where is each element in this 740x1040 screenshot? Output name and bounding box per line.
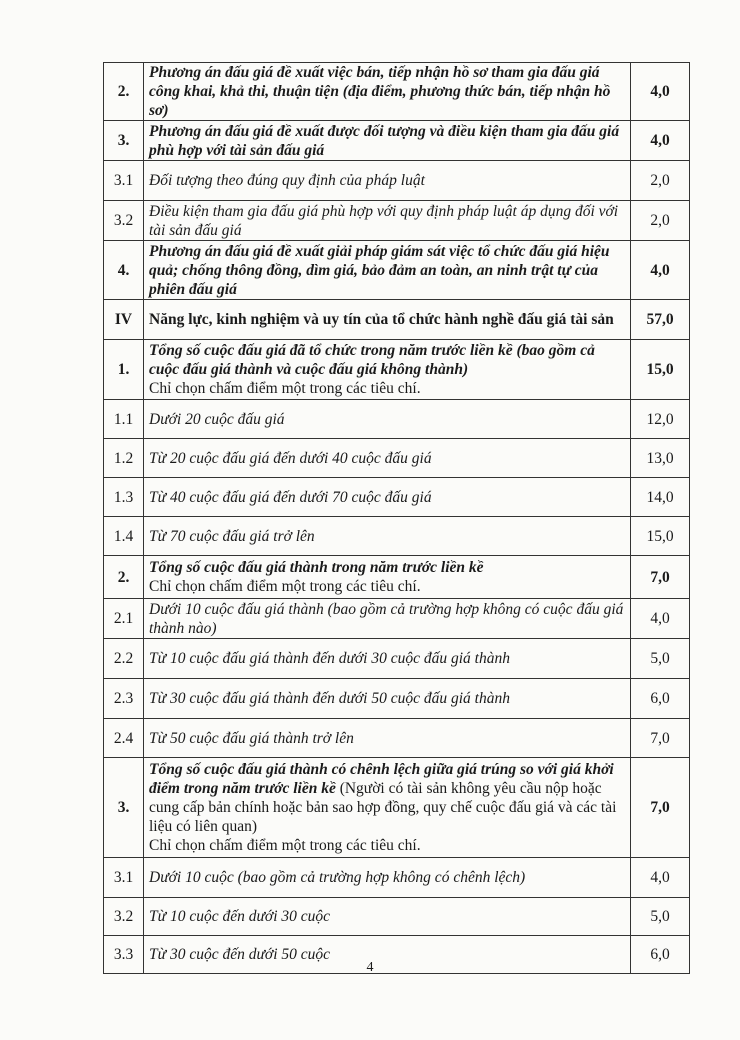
row-text: Tổng số cuộc đấu giá thành trong năm trước liền kề	[149, 559, 484, 576]
row-number: 3.1	[104, 161, 144, 201]
row-number: 1.3	[104, 478, 144, 517]
row-text: Năng lực, kinh nghiệm và uy tín của tổ chức hành nghề đấu giá tài sản	[144, 300, 631, 340]
row-score: 4,0	[631, 858, 690, 898]
table-row	[104, 478, 690, 517]
row-text: Phương án đấu giá đề xuất giải pháp giám sát việc tổ chức đấu giá hiệu quả; chống thông đồng, dìm giá, bảo đảm an toàn, an ninh trật tự của phiên đấu giá	[144, 241, 631, 300]
row-score: 7,0	[631, 719, 690, 758]
row-score: 6,0	[631, 936, 690, 974]
row-score: 4,0	[631, 599, 690, 639]
row-number: 2.	[104, 63, 144, 121]
row-number: 3.	[104, 758, 144, 858]
table-row	[104, 679, 690, 719]
row-score: 4,0	[631, 63, 690, 121]
row-number: IV	[104, 300, 144, 340]
table-row	[104, 121, 690, 161]
row-number: 1.2	[104, 439, 144, 478]
row-score: 2,0	[631, 201, 690, 241]
table-row	[104, 161, 690, 201]
row-text: Dưới 20 cuộc đấu giá	[144, 400, 631, 439]
row-number: 2.1	[104, 599, 144, 639]
row-number: 4.	[104, 241, 144, 300]
row-text: Từ 40 cuộc đấu giá đến dưới 70 cuộc đấu giá	[144, 478, 631, 517]
row-number: 1.4	[104, 517, 144, 556]
row-number: 2.3	[104, 679, 144, 719]
table-row	[104, 400, 690, 439]
row-text: Dưới 10 cuộc đấu giá thành (bao gồm cả trường hợp không có cuộc đấu giá thành nào)	[144, 599, 631, 639]
table-row	[104, 719, 690, 758]
row-note: Chỉ chọn chấm điểm một trong các tiêu chí.	[149, 837, 421, 854]
row-text: Phương án đấu giá đề xuất việc bán, tiếp nhận hồ sơ tham gia đấu giá công khai, khả thi, thuận tiện (địa điểm, phương thức bán, tiếp nhận hồ sơ)	[144, 63, 631, 121]
row-score: 4,0	[631, 241, 690, 300]
page-number: 4	[366, 960, 374, 975]
row-number: 3.2	[104, 201, 144, 241]
row-number: 1.	[104, 340, 144, 400]
row-score: 2,0	[631, 161, 690, 201]
row-text: Từ 30 cuộc đấu giá thành đến dưới 50 cuộc đấu giá thành	[144, 679, 631, 719]
row-number: 2.2	[104, 639, 144, 679]
row-number: 3.	[104, 121, 144, 161]
row-score: 15,0	[631, 340, 690, 400]
row-score: 14,0	[631, 478, 690, 517]
table-row	[104, 439, 690, 478]
table-row	[104, 599, 690, 639]
table-row	[104, 63, 690, 121]
table-row	[104, 300, 690, 340]
row-number: 2.4	[104, 719, 144, 758]
criteria-table	[103, 62, 690, 974]
row-text: Từ 10 cuộc đến dưới 30 cuộc	[144, 898, 631, 936]
row-score: 57,0	[631, 300, 690, 340]
row-text: Dưới 10 cuộc (bao gồm cả trường hợp không có chênh lệch)	[144, 858, 631, 898]
row-text: Tổng số cuộc đấu giá thành có chênh lệch giữa giá trúng so với giá khởi điểm trong năm trước liền kề	[149, 761, 614, 797]
row-score: 13,0	[631, 439, 690, 478]
row-text-cell	[144, 340, 631, 400]
row-text-plain: (Người có tài sản không yêu cầu nộp hoặc cung cấp bản chính hoặc bản sao hợp đồng, quy chế cuộc đấu giá và các tài liệu có liên quan)	[149, 780, 617, 835]
row-score: 5,0	[631, 639, 690, 679]
row-text: Đối tượng theo đúng quy định của pháp luật	[144, 161, 631, 201]
row-text: Tổng số cuộc đấu giá đã tổ chức trong năm trước liền kề (bao gồm cả cuộc đấu giá thành và cuộc đấu giá không thành)	[149, 342, 595, 378]
row-text-cell	[144, 758, 631, 858]
table-row	[104, 758, 690, 858]
table-row	[104, 858, 690, 898]
table-row	[104, 898, 690, 936]
row-score: 6,0	[631, 679, 690, 719]
row-note: Chỉ chọn chấm điểm một trong các tiêu chí.	[149, 380, 421, 397]
row-text: Từ 20 cuộc đấu giá đến dưới 40 cuộc đấu giá	[144, 439, 631, 478]
row-score: 7,0	[631, 556, 690, 599]
row-text: Từ 10 cuộc đấu giá thành đến dưới 30 cuộc đấu giá thành	[144, 639, 631, 679]
row-text: Từ 70 cuộc đấu giá trở lên	[144, 517, 631, 556]
row-number: 3.3	[104, 936, 144, 974]
row-number: 2.	[104, 556, 144, 599]
table-row	[104, 340, 690, 400]
row-text: Phương án đấu giá đề xuất được đối tượng và điều kiện tham gia đấu giá phù hợp với tài sản đấu giá	[144, 121, 631, 161]
row-score: 4,0	[631, 121, 690, 161]
row-text: Từ 50 cuộc đấu giá thành trở lên	[144, 719, 631, 758]
table-row	[104, 241, 690, 300]
table-row	[104, 517, 690, 556]
row-score: 12,0	[631, 400, 690, 439]
row-score: 15,0	[631, 517, 690, 556]
row-number: 1.1	[104, 400, 144, 439]
row-number: 3.1	[104, 858, 144, 898]
table-row	[104, 639, 690, 679]
row-number: 3.2	[104, 898, 144, 936]
row-text: Từ 30 cuộc đến dưới 50 cuộc	[144, 936, 631, 974]
table-row	[104, 556, 690, 599]
table-row	[104, 201, 690, 241]
row-text: Điều kiện tham gia đấu giá phù hợp với quy định pháp luật áp dụng đối với tài sản đấu giá	[144, 201, 631, 241]
row-score: 7,0	[631, 758, 690, 858]
row-note: Chỉ chọn chấm điểm một trong các tiêu chí.	[149, 578, 421, 595]
row-score: 5,0	[631, 898, 690, 936]
row-text-cell	[144, 556, 631, 599]
